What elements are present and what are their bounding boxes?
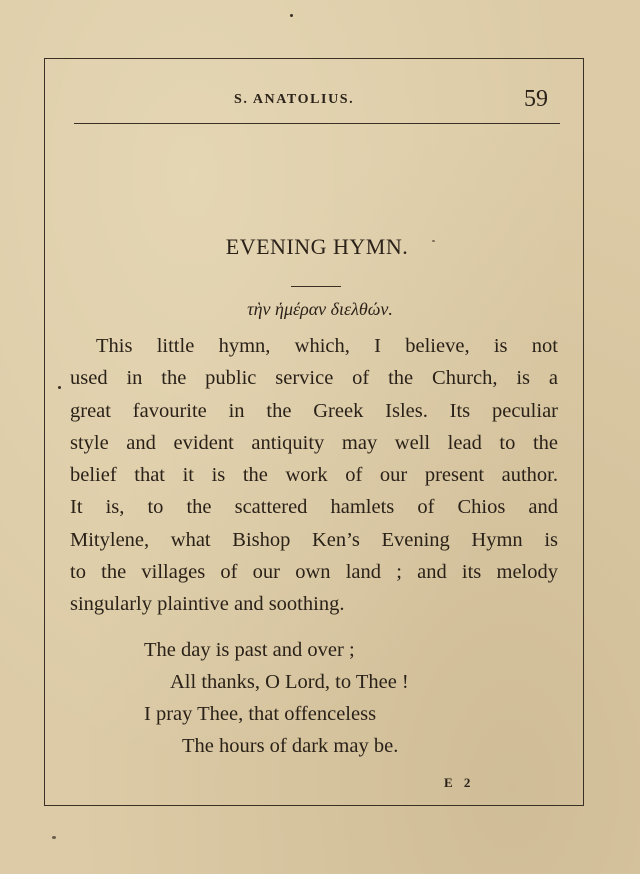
prose-line: This little hymn, which, I believe, is not: [96, 335, 558, 357]
running-head: [74, 88, 562, 118]
printer-signature: E 2: [444, 775, 475, 790]
verse-line: All thanks, O Lord, to Thee !: [170, 671, 409, 693]
page-number: 59: [524, 86, 548, 112]
header-rule: [74, 123, 560, 124]
paper-speck: [290, 14, 293, 17]
prose-line: great favourite in the Greek Isles. Its peculiar: [70, 399, 558, 422]
prose-line: Mitylene, what Bishop Ken’s Evening Hymn is: [70, 528, 558, 551]
prose-line: to the villages of our own land ; and its melody: [70, 561, 558, 584]
prose-line: used in the public service of the Church, is a: [70, 367, 558, 390]
paper-speck: [58, 386, 61, 389]
title-rule: [291, 286, 341, 287]
verse-line: The day is past and over ;: [144, 639, 355, 661]
paper-speck: [432, 240, 435, 242]
verse-line: The hours of dark may be.: [182, 735, 399, 757]
prose-line: It is, to the scattered hamlets of Chios and: [70, 496, 558, 519]
prose-line: singularly plaintive and soothing.: [70, 593, 345, 616]
paper-speck: [52, 836, 56, 839]
greek-incipit: τὴν ἡμέραν διελθών.: [247, 299, 393, 319]
prose-line: belief that it is the work of our present author.: [70, 464, 558, 487]
prose-line: style and evident antiquity may well lead to the: [70, 431, 558, 454]
section-title: EVENING HYMN.: [225, 234, 409, 259]
verse-line: I pray Thee, that offenceless: [144, 703, 377, 725]
prose-paragraph: [70, 330, 558, 621]
running-title: S. ANATOLIUS.: [234, 92, 355, 107]
